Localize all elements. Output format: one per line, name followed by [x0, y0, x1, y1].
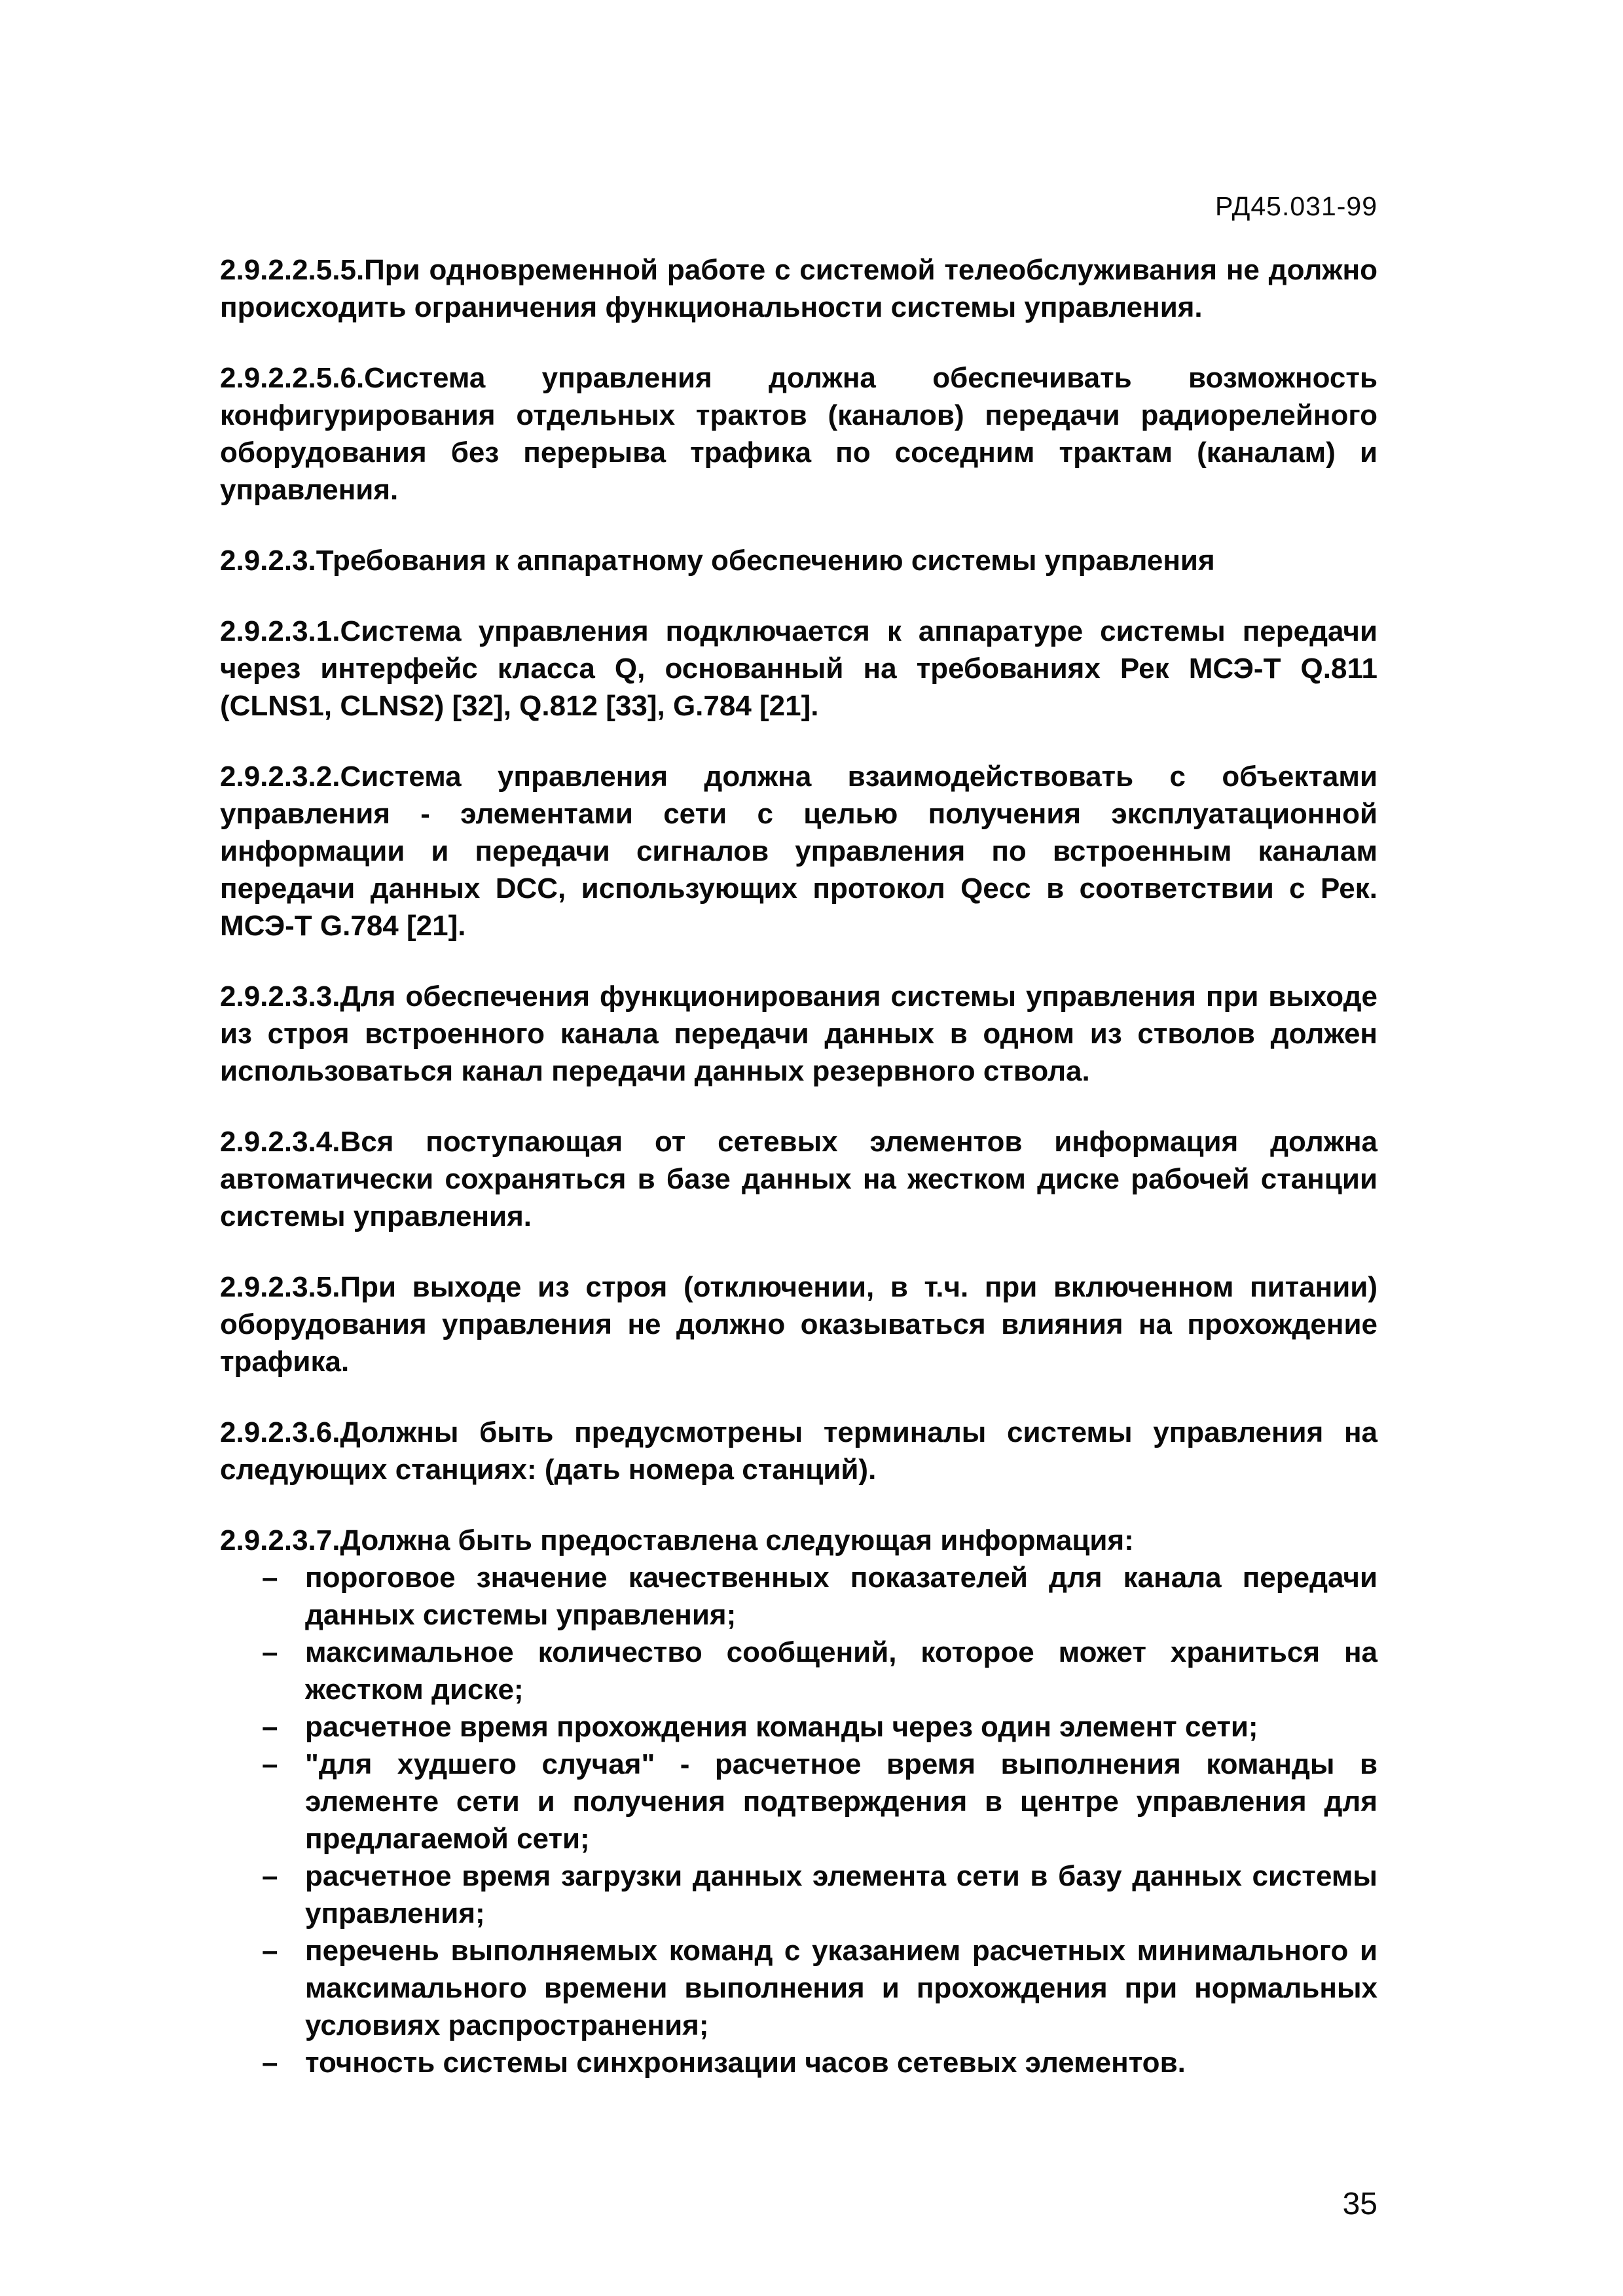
dash-marker: – — [262, 1860, 278, 1892]
dash-marker: – — [262, 1935, 278, 1967]
paragraph-2-9-2-3-3: 2.9.2.3.3.Для обеспечения функционирования системы управления при выходе из строя встроенного канала передачи данных в одном из стволов должен использоваться канал передачи данных резервного ствола. — [220, 980, 1377, 1087]
paragraph-2-9-2-3-1: 2.9.2.3.1.Система управления подключается к аппаратуре системы передачи через интерфейс класса Q, основанный на требованиях Рек МСЭ-Т Q.811 (CLNS1, CLNS2) [32], Q.812 [33], G.784 [21]. — [220, 615, 1377, 722]
dash-marker: – — [262, 1711, 278, 1743]
paragraph-2-9-2-3-5: 2.9.2.3.5.При выходе из строя (отключении, в т.ч. при включенном питании) оборудования управления не должно оказываться влияния на прохождение трафика. — [220, 1271, 1377, 1378]
list-item — [262, 1559, 1377, 1634]
list-item-text: расчетное время загрузки данных элемента сети в базу данных системы управления; — [305, 1860, 1377, 1929]
paragraph-2-9-2-2-5-6: 2.9.2.2.5.6.Система управления должна обеспечивать возможность конфигурирования отдельных трактов (каналов) передачи радиорелейного оборудования без перерыва трафика по соседним трактам (каналам) и управления. — [220, 362, 1377, 506]
list-item-text: расчетное время прохождения команды через один элемент сети; — [305, 1711, 1258, 1743]
list-item — [262, 1932, 1377, 2044]
dash-marker: – — [262, 1636, 278, 1668]
page-number: 35 — [1342, 2187, 1377, 2221]
list-item-text: пороговое значение качественных показателей для канала передачи данных системы управления; — [305, 1562, 1377, 1631]
list-item-text: перечень выполняемых команд с указанием расчетных минимального и максимального времени выполнения и прохождения при нормальных условиях распространения; — [305, 1935, 1377, 2041]
list-item — [262, 2044, 1377, 2081]
paragraph-2-9-2-3-6: 2.9.2.3.6.Должны быть предусмотрены терминалы системы управления на следующих станциях: (дать номера станций). — [220, 1416, 1377, 1486]
section-heading-2-9-2-3: 2.9.2.3.Требования к аппаратному обеспечению системы управления — [220, 545, 1215, 577]
paragraph-2-9-2-3-7: 2.9.2.3.7.Должна быть предоставлена следующая информация: — [220, 1524, 1134, 1556]
list-item-text: максимальное количество сообщений, которое может храниться на жестком диске; — [305, 1636, 1377, 1706]
information-list — [220, 1559, 1377, 2081]
dash-marker: – — [262, 2047, 278, 2079]
list-item — [262, 1634, 1377, 1708]
list-item — [262, 1746, 1377, 1857]
paragraph-2-9-2-3-4: 2.9.2.3.4.Вся поступающая от сетевых элементов информация должна автоматически сохраняться в базе данных на жестком диске рабочей станции системы управления. — [220, 1126, 1377, 1232]
list-item — [262, 1857, 1377, 1932]
document-body — [220, 251, 1377, 2081]
list-item — [262, 1708, 1377, 1746]
document-code: РД45.031-99 — [1214, 191, 1377, 221]
dash-marker: – — [262, 1748, 278, 1780]
dash-marker: – — [262, 1562, 278, 1594]
list-item-text: "для худшего случая" - расчетное время выполнения команды в элементе сети и получения подтверждения в центре управления для предлагаемой сети; — [305, 1748, 1377, 1855]
paragraph-2-9-2-2-5-5: 2.9.2.2.5.5.При одновременной работе с системой телеобслуживания не должно происходить ограничения функциональности системы управления. — [220, 254, 1377, 323]
paragraph-2-9-2-3-2: 2.9.2.3.2.Система управления должна взаимодействовать с объектами управления - элементами сети с целью получения эксплуатационной информации и передачи сигналов управления по встроенным каналам передачи данных DCC, использующих протокол Qecc в соответствии с Рек. МСЭ-Т G.784 [21]. — [220, 761, 1377, 942]
list-item-text: точность системы синхронизации часов сетевых элементов. — [305, 2047, 1186, 2079]
